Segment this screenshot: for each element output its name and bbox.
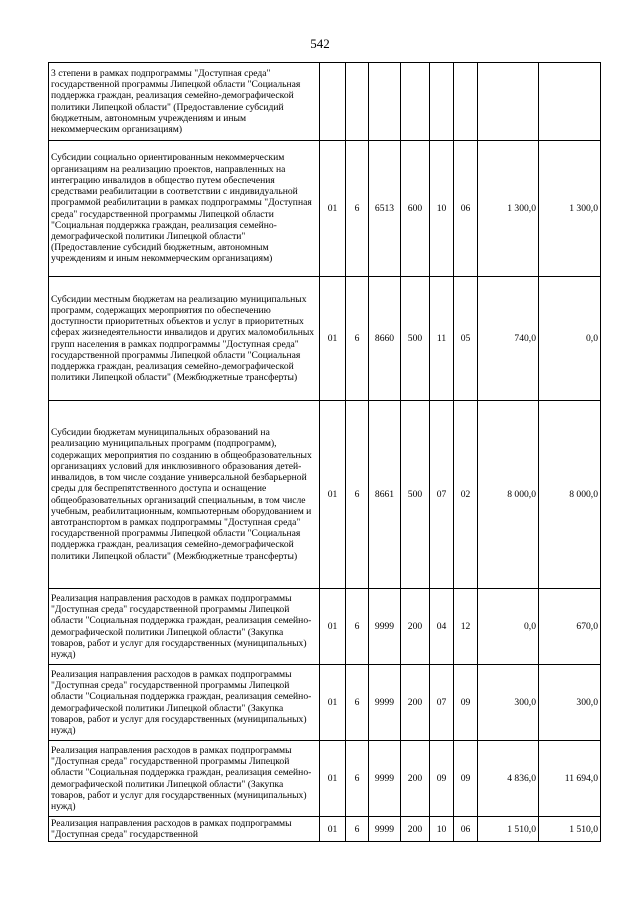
- amount-year-2: 670,0: [539, 589, 601, 665]
- subprogram-code: 6: [346, 741, 369, 817]
- table-row: [49, 589, 601, 665]
- row-description: Субсидии социально ориентированным некоммерческим организациям на реализацию проектов, направленных на интеграцию инвалидов в общество путем обеспечения средствами реабилитации в соответствии с индивидуальной программой реабилитации в рамках подпрограммы "Доступная среда" государственной программы Липецкой области "Социальная поддержка граждан, реализация семейно-демографической политики Липецкой области" (Предоставление субсидий бюджетным, автономным учреждениям и иным некоммерческим организациям): [49, 141, 320, 277]
- subprogram-code: 6: [346, 401, 369, 589]
- section-code: 10: [430, 141, 454, 277]
- amount-year-2: [539, 63, 601, 141]
- row-description: Реализация направления расходов в рамках подпрограммы "Доступная среда" государственной: [49, 817, 320, 842]
- row-description: Субсидии местным бюджетам на реализацию муниципальных программ, содержащих мероприятия по обеспечению доступности приоритетных объектов и услуг в приоритетных сферах жизнедеятельности инвалидов и других маломобильных групп населения в рамках подпрограммы "Доступная среда" государственной программы Липецкой области "Социальная поддержка граждан, реализация семейно-демографической политики Липецкой области" (Межбюджетные трансферты): [49, 277, 320, 401]
- table-row: [49, 141, 601, 277]
- table-row: [49, 817, 601, 842]
- subprogram-code: 6: [346, 817, 369, 842]
- expense-type-code: 600: [401, 141, 430, 277]
- subprogram-code: 6: [346, 277, 369, 401]
- row-description: Субсидии бюджетам муниципальных образований на реализацию муниципальных программ (подпрограмм), содержащих мероприятия по созданию в общеобразовательных организациях условий для инклюзивного образования детей-инвалидов, в том числе создание универсальной безбарьерной среды для беспрепятственного доступа и оснащение общеобразовательных организаций специальным, в том числе учебным, реабилитационным, компьютерным оборудованием и автотранспортом в рамках подпрограммы "Доступная среда" государственной программы Липецкой области "Социальная поддержка граждан, реализация семейно-демографической политики Липецкой области" (Межбюджетные трансферты): [49, 401, 320, 589]
- program-code: [320, 63, 346, 141]
- program-code: 01: [320, 741, 346, 817]
- row-description: Реализация направления расходов в рамках подпрограммы "Доступная среда" государственной программы Липецкой области "Социальная поддержка граждан, реализация семейно-демографической политики Липецкой области" (Закупка товаров, работ и услуг для государственных (муниципальных) нужд): [49, 741, 320, 817]
- table-row: [49, 63, 601, 141]
- expense-type-code: 200: [401, 665, 430, 741]
- budget-table: [48, 62, 601, 842]
- subprogram-code: [346, 63, 369, 141]
- direction-code: 9999: [369, 589, 401, 665]
- program-code: 01: [320, 141, 346, 277]
- subprogram-code: 6: [346, 589, 369, 665]
- subsection-code: 02: [454, 401, 478, 589]
- subprogram-code: 6: [346, 665, 369, 741]
- table-body: [49, 63, 601, 842]
- amount-year-2: 8 000,0: [539, 401, 601, 589]
- section-code: 04: [430, 589, 454, 665]
- amount-year-2: 1 510,0: [539, 817, 601, 842]
- section-code: [430, 63, 454, 141]
- amount-year-2: 1 300,0: [539, 141, 601, 277]
- direction-code: 9999: [369, 741, 401, 817]
- expense-type-code: 500: [401, 401, 430, 589]
- direction-code: 9999: [369, 817, 401, 842]
- amount-year-2: 11 694,0: [539, 741, 601, 817]
- program-code: 01: [320, 817, 346, 842]
- expense-type-code: 500: [401, 277, 430, 401]
- table-row: [49, 401, 601, 589]
- direction-code: 9999: [369, 665, 401, 741]
- amount-year-1: 300,0: [478, 665, 539, 741]
- section-code: 09: [430, 741, 454, 817]
- amount-year-1: [478, 63, 539, 141]
- table-row: [49, 741, 601, 817]
- expense-type-code: 200: [401, 589, 430, 665]
- direction-code: 8660: [369, 277, 401, 401]
- page-number: 542: [310, 36, 330, 51]
- subprogram-code: 6: [346, 141, 369, 277]
- subsection-code: 12: [454, 589, 478, 665]
- table-row: [49, 277, 601, 401]
- amount-year-1: 1 300,0: [478, 141, 539, 277]
- amount-year-1: 8 000,0: [478, 401, 539, 589]
- subsection-code: 06: [454, 817, 478, 842]
- subsection-code: 09: [454, 741, 478, 817]
- row-description: 3 степени в рамках подпрограммы "Доступная среда" государственной программы Липецкой области "Социальная поддержка граждан, реализация семейно-демографической политики Липецкой области" (Предоставление субсидий бюджетным, автономным учреждениям и иным некоммерческим организациям): [49, 63, 320, 141]
- amount-year-1: 4 836,0: [478, 741, 539, 817]
- amount-year-1: 0,0: [478, 589, 539, 665]
- direction-code: 8661: [369, 401, 401, 589]
- subsection-code: 05: [454, 277, 478, 401]
- amount-year-1: 1 510,0: [478, 817, 539, 842]
- amount-year-1: 740,0: [478, 277, 539, 401]
- subsection-code: 06: [454, 141, 478, 277]
- row-description: Реализация направления расходов в рамках подпрограммы "Доступная среда" государственной программы Липецкой области "Социальная поддержка граждан, реализация семейно-демографической политики Липецкой области" (Закупка товаров, работ и услуг для государственных (муниципальных) нужд): [49, 589, 320, 665]
- program-code: 01: [320, 277, 346, 401]
- direction-code: [369, 63, 401, 141]
- section-code: 10: [430, 817, 454, 842]
- subsection-code: 09: [454, 665, 478, 741]
- program-code: 01: [320, 401, 346, 589]
- section-code: 07: [430, 665, 454, 741]
- expense-type-code: 200: [401, 741, 430, 817]
- table-row: [49, 665, 601, 741]
- expense-type-code: [401, 63, 430, 141]
- amount-year-2: 300,0: [539, 665, 601, 741]
- direction-code: 6513: [369, 141, 401, 277]
- subsection-code: [454, 63, 478, 141]
- program-code: 01: [320, 589, 346, 665]
- amount-year-2: 0,0: [539, 277, 601, 401]
- expense-type-code: 200: [401, 817, 430, 842]
- row-description: Реализация направления расходов в рамках подпрограммы "Доступная среда" государственной программы Липецкой области "Социальная поддержка граждан, реализация семейно-демографической политики Липецкой области" (Закупка товаров, работ и услуг для государственных (муниципальных) нужд): [49, 665, 320, 741]
- section-code: 07: [430, 401, 454, 589]
- program-code: 01: [320, 665, 346, 741]
- section-code: 11: [430, 277, 454, 401]
